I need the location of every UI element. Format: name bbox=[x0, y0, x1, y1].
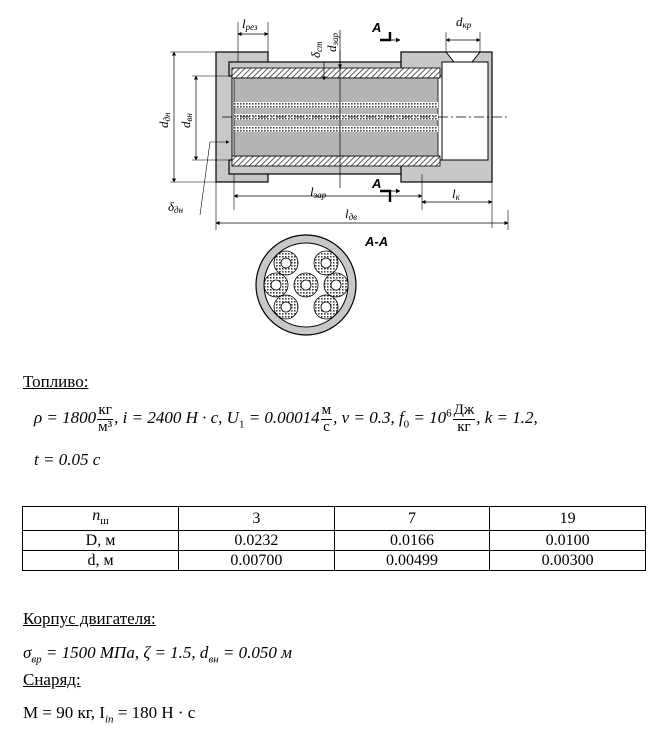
rocket-motor-diagram bbox=[150, 10, 520, 342]
casing-heading: Корпус двигателя: bbox=[23, 609, 156, 628]
table-row bbox=[23, 551, 646, 571]
table-row-label: D, м bbox=[23, 531, 179, 551]
projectile-parameters: M = 90 кг, $I_{in} = 180$ Н · с bbox=[23, 703, 196, 726]
table-row bbox=[23, 531, 646, 551]
table-header-cell: 7 bbox=[334, 507, 490, 531]
table-cell: 0.0100 bbox=[490, 531, 646, 551]
cross-section-a-a bbox=[256, 235, 356, 335]
table-header-cell: 19 bbox=[490, 507, 646, 531]
table-header-row bbox=[23, 507, 646, 531]
casing-parameters: $\sigma_{вр} = 1500$ МПа, ζ = 1.5, $d_{вн} = 0.050$ м bbox=[23, 643, 292, 666]
label-l-dv: lдв bbox=[345, 206, 358, 222]
label-l-k: lк bbox=[452, 186, 460, 202]
table-header-cell: 3 bbox=[179, 507, 335, 531]
label-l-zar: lзар bbox=[310, 184, 327, 200]
fuel-parameters: ρ = 1800 $\frac{кг}{\text{м³}}$ , i = 2400 Н · с, $U_1 = 0.00014$ $\frac{м}{с}$ , ν = 0.3, $f_0 = 10^6$ $\frac{Дж}{кг}$ , k = 1.2, bbox=[34, 402, 538, 435]
label-d-kr: dкр bbox=[456, 14, 472, 30]
fuel-heading: Топливо: bbox=[23, 372, 89, 391]
table-header-label: $n_ш$ bbox=[23, 507, 179, 531]
table-cell: 0.00700 bbox=[179, 551, 335, 571]
fuel-time: t = 0.05 с bbox=[34, 450, 101, 469]
inhibitor-bottom bbox=[232, 156, 440, 166]
table-cell: 0.0232 bbox=[179, 531, 335, 551]
label-delta-st: δст bbox=[308, 41, 324, 58]
table-cell: 0.00300 bbox=[490, 551, 646, 571]
label-d-zar: dзар bbox=[324, 32, 340, 52]
table-cell: 0.00499 bbox=[334, 551, 490, 571]
section-title: A-A bbox=[365, 234, 389, 249]
label-d-dn: dдн bbox=[156, 112, 172, 128]
table-row-label: d, м bbox=[23, 551, 179, 571]
label-delta-dn: δдн bbox=[168, 199, 184, 215]
projectile-heading: Снаряд: bbox=[23, 670, 81, 689]
section-mark-top: A bbox=[372, 20, 382, 35]
label-d-vn: dвн bbox=[178, 113, 194, 128]
section-mark-bottom: A bbox=[372, 176, 382, 191]
label-l-rez: lрез bbox=[242, 16, 258, 32]
inhibitor-top bbox=[232, 68, 440, 78]
parameters-table bbox=[22, 506, 646, 571]
table-cell: 0.0166 bbox=[334, 531, 490, 551]
